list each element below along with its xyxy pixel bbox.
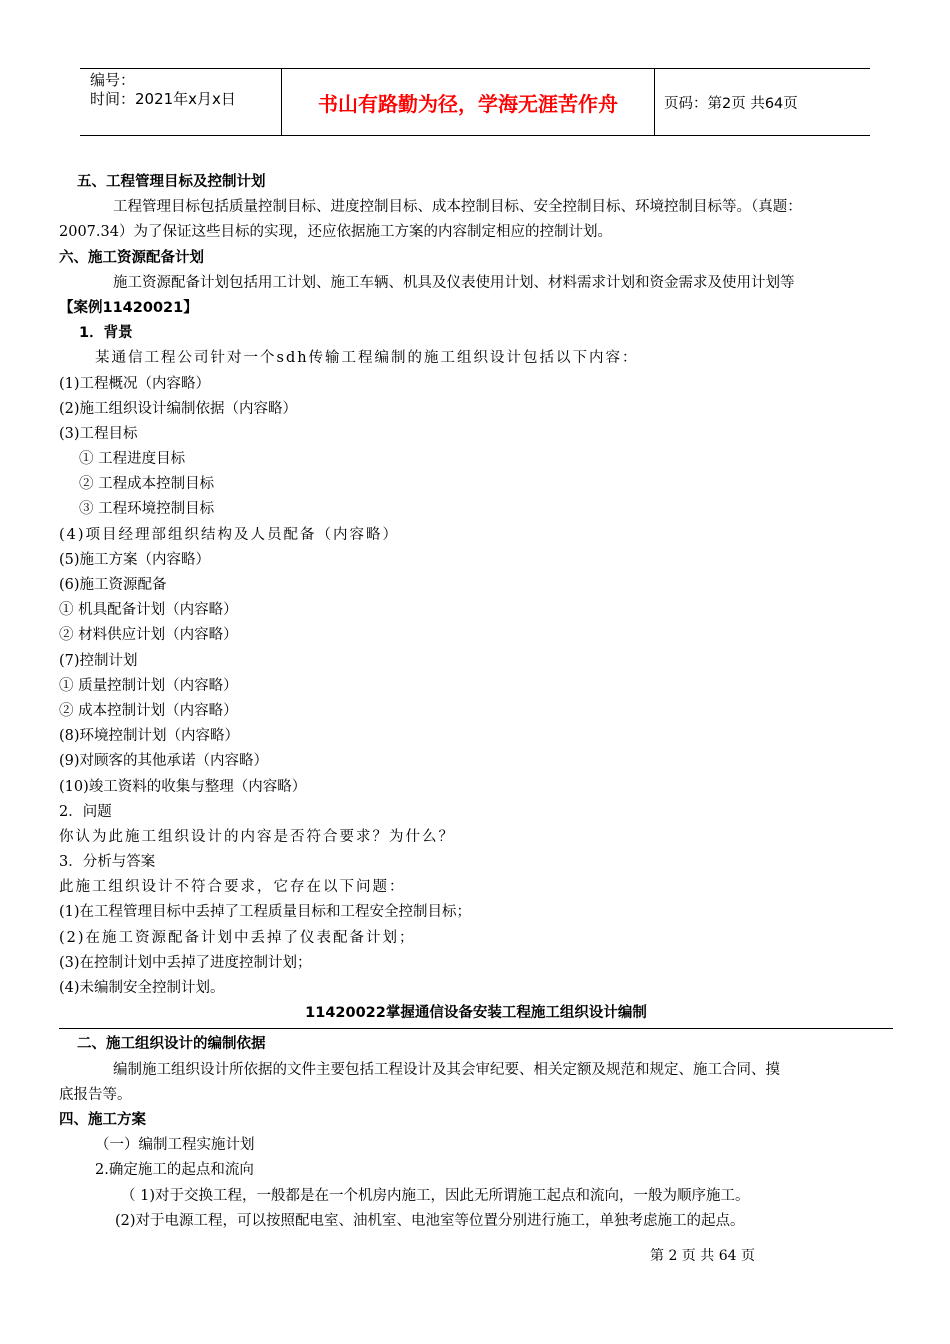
- paragraph-line: 此施工组织设计不符合要求，它存在以下问题：: [59, 879, 406, 896]
- case-heading: 【案例11420021】: [59, 299, 198, 316]
- title-divider: [59, 1028, 893, 1029]
- paragraph-line: 底报告等。: [59, 1086, 132, 1103]
- section-heading: 二、施工组织设计的编制依据: [77, 1036, 266, 1053]
- sub-heading: （一）编制工程实施计划: [95, 1137, 255, 1154]
- page-footer: 第 2 页 共 64 页: [650, 1248, 755, 1264]
- list-item: (9)对顾客的其他承诺（内容略）: [59, 753, 269, 770]
- list-item: (8)环境控制计划（内容略）: [59, 728, 240, 745]
- list-item: (10)竣工资料的收集与整理（内容略）: [59, 778, 307, 795]
- paragraph-line: 你认为此施工组织设计的内容是否符合要求？为什么？: [59, 828, 455, 845]
- list-item: ① 机具配备计划（内容略）: [59, 602, 238, 619]
- list-item: (5)施工方案（内容略）: [59, 551, 211, 568]
- list-item: (4)未编制安全控制计划。: [59, 980, 225, 996]
- sub-heading: 2．问题: [59, 803, 112, 820]
- list-item: ② 成本控制计划（内容略）: [59, 702, 238, 719]
- chapter-title: 11420022掌握通信设备安装工程施工组织设计编制: [305, 1005, 647, 1022]
- list-item: (7)控制计划: [59, 652, 138, 669]
- list-item: ② 工程成本控制目标: [79, 476, 215, 493]
- sub-heading: 2.确定施工的起点和流向: [95, 1162, 254, 1179]
- sub-heading: 3．分析与答案: [59, 854, 156, 871]
- paragraph-line: （ 1)对于交换工程，一般都是在一个机房内施工，因此无所谓施工起点和流向，一般为顺序施工。: [121, 1187, 750, 1204]
- header-left-cell: [80, 69, 281, 135]
- sub-heading: 1．背景: [79, 325, 133, 342]
- list-item: (6)施工资源配备: [59, 577, 167, 593]
- section-heading: 五、工程管理目标及控制计划: [77, 174, 266, 190]
- list-item: ① 质量控制计划（内容略）: [59, 677, 238, 694]
- list-item: (1)工程概况（内容略）: [59, 375, 211, 392]
- section-heading: 四、施工方案: [59, 1111, 146, 1128]
- paragraph-line: 2007.34）为了保证这些目标的实现，还应依据施工方案的内容制定相应的控制计划。: [59, 224, 612, 241]
- list-item: (4)项目经理部组织结构及人员配备（内容略）: [59, 526, 400, 543]
- list-item: (1)在工程管理目标中丢掉了工程质量目标和工程安全控制目标；: [59, 904, 472, 921]
- code-label: 编号：: [90, 71, 136, 89]
- section-heading: 六、施工资源配备计划: [59, 249, 204, 266]
- paragraph-line: 某通信工程公司针对一个sdh传输工程编制的施工组织设计包括以下内容：: [95, 350, 639, 367]
- paragraph-line: 施工资源配备计划包括用工计划、施工车辆、机具及仪表使用计划、材料需求计划和资金需求及使用计划等: [113, 274, 795, 291]
- header-motto: 书山有路勤为径，学海无涯苦作舟: [281, 69, 655, 135]
- paragraph-line: 工程管理目标包括质量控制目标、进度控制目标、成本控制目标、安全控制目标、环境控制目标等。（真题：: [113, 199, 802, 216]
- paragraph-line: (2)对于电源工程，可以按照配电室、油机室、电池室等位置分别进行施工，单独考虑施工的起点。: [115, 1212, 745, 1229]
- list-item: (3)在控制计划中丢掉了进度控制计划；: [59, 954, 312, 971]
- list-item: ① 工程进度目标: [79, 451, 186, 468]
- document-body: [59, 170, 893, 1234]
- list-item: ③ 工程环境控制目标: [79, 501, 215, 518]
- header-page-number: 页码：第2页 共64页: [664, 95, 798, 112]
- page-header: [80, 68, 870, 136]
- list-item: (2)在施工资源配备计划中丢掉了仪表配备计划；: [59, 929, 416, 946]
- list-item: (3)工程目标: [59, 425, 138, 442]
- list-item: ② 材料供应计划（内容略）: [59, 627, 238, 644]
- paragraph-line: 编制施工组织设计所依据的文件主要包括工程设计及其会审纪要、相关定额及规范和规定、施工合同、摸: [113, 1061, 780, 1078]
- date-label: 时间：2021年x月x日: [90, 90, 236, 108]
- list-item: (2)施工组织设计编制依据（内容略）: [59, 400, 298, 417]
